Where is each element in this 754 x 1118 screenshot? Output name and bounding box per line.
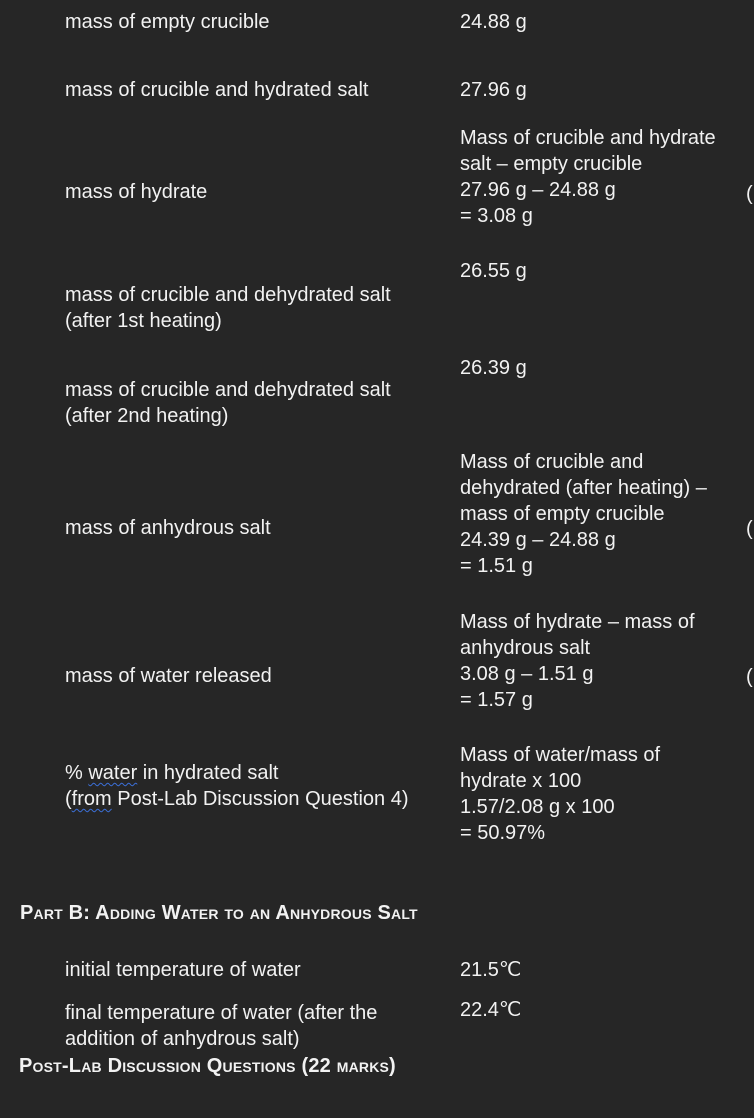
label-final-temperature (65, 1000, 377, 1052)
label-line: (after 1st heating) (65, 310, 222, 332)
post-lab-heading: Post-Lab Discussion Questions (22 marks) (19, 1055, 396, 1077)
value-final-temperature: 22.4℃ (460, 999, 522, 1021)
value-crucible-hydrated-salt: 27.96 g (460, 79, 527, 101)
label-line: (after 2nd heating) (65, 405, 229, 427)
value-line: 3.08 g – 1.51 g (460, 663, 594, 685)
value-line: = 3.08 g (460, 205, 533, 227)
cut-off-paren: ( (746, 518, 753, 540)
value-line: Mass of hydrate – mass of (460, 611, 695, 633)
label-part: ( (65, 788, 72, 810)
label-line (65, 786, 408, 812)
label-line: addition of anhydrous salt) (65, 1028, 300, 1050)
label-part: Post-Lab Discussion Question 4) (111, 788, 409, 810)
label-mass-hydrate: mass of hydrate (65, 181, 208, 203)
label-after-2nd-heating (65, 377, 391, 429)
value-line: Mass of crucible and hydrate (460, 127, 716, 149)
value-after-2nd-heating: 26.39 g (460, 357, 527, 379)
value-line: dehydrated (after heating) – (460, 477, 707, 499)
label-water-released: mass of water released (65, 665, 272, 687)
cut-off-paren: ( (746, 183, 753, 205)
label-line (65, 760, 408, 786)
spellcheck-word: water (88, 762, 138, 784)
part-b-heading: Part B: Adding Water to an Anhydrous Salt (20, 902, 418, 924)
value-initial-temperature: 21.5℃ (460, 959, 522, 981)
value-line: anhydrous salt (460, 637, 591, 659)
value-line: hydrate x 100 (460, 770, 582, 792)
spellcheck-word: from (71, 788, 112, 810)
value-line: salt – empty crucible (460, 153, 643, 175)
value-line: 24.39 g – 24.88 g (460, 529, 616, 551)
label-after-1st-heating (65, 282, 391, 334)
label-initial-temperature: initial temperature of water (65, 959, 301, 981)
value-water-released (460, 609, 695, 713)
label-line: final temperature of water (after the (65, 1002, 378, 1024)
value-line: = 1.57 g (460, 689, 533, 711)
label-anhydrous-salt: mass of anhydrous salt (65, 517, 271, 539)
value-empty-crucible: 24.88 g (460, 11, 527, 33)
cut-off-paren: ( (746, 666, 753, 688)
value-anhydrous-salt (460, 449, 707, 579)
label-empty-crucible: mass of empty crucible (65, 11, 270, 33)
value-percent-water (460, 742, 660, 846)
value-line: = 1.51 g (460, 555, 533, 577)
value-line: Mass of water/mass of (460, 744, 661, 766)
label-line: mass of crucible and dehydrated salt (65, 284, 391, 306)
value-line: = 50.97% (460, 822, 546, 844)
label-percent-water (65, 760, 408, 812)
value-line: Mass of crucible and (460, 451, 644, 473)
value-mass-hydrate (460, 125, 716, 229)
value-line: 27.96 g – 24.88 g (460, 179, 616, 201)
label-part: % (65, 762, 89, 784)
value-after-1st-heating: 26.55 g (460, 260, 527, 282)
label-part: in hydrated salt (137, 762, 279, 784)
value-line: 1.57/2.08 g x 100 (460, 796, 615, 818)
label-crucible-hydrated-salt: mass of crucible and hydrated salt (65, 79, 369, 101)
value-line: mass of empty crucible (460, 503, 665, 525)
label-line: mass of crucible and dehydrated salt (65, 379, 391, 401)
